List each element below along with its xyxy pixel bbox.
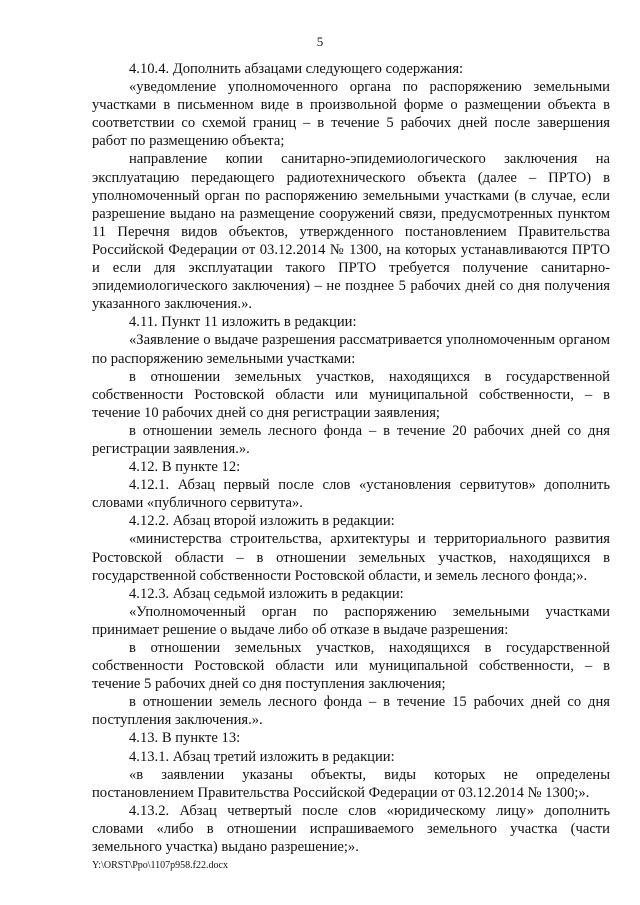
paragraph: 4.13.2. Абзац четвертый после слов «юридическому лицу» дополнить словами «либо в отношении испрашиваемого земельного участка (части земельного участка) выдано разрешение;». — [92, 802, 610, 856]
paragraph: «Заявление о выдаче разрешения рассматривается уполномоченным органом по распоряжению земельными участками: — [92, 332, 610, 367]
page-number: 5 — [316, 34, 324, 49]
paragraph: 4.12.3. Абзац седьмой изложить в редакции: — [129, 585, 404, 602]
paragraph: «в заявлении указаны объекты, виды которых не определены постановлением Правительства Российской Федерации от 03.12.2014 № 1300;». — [92, 766, 610, 801]
paragraph: в отношении земельных участков, находящихся в государственной собственности Ростовской области или муниципальной собственности, – в течение 5 рабочих дней со дня поступления заключения; — [92, 640, 610, 693]
paragraph: в отношении земель лесного фонда – в течение 15 рабочих дней со дня поступления заключения.». — [92, 694, 610, 729]
paragraph: «Уполномоченный орган по распоряжению земельными участками принимает решение о выдаче либо об отказе в выдаче разрешения: — [92, 603, 610, 638]
paragraph: направление копии санитарно-эпидемиологического заключения на эксплуатацию передающего радиотехнического объекта (далее – ПРТО) в уполномоченный орган по распоряжению земельными участками (в случае, если разрешение выдано на размещение сооружений связи, предусмотренных пунктом 11 Перечня видов объектов, утвержденного постановлением Правительства Российской Федерации от 03.12.2014 № 1300, на которых устанавливаются ПРТО и если для эксплуатации такого ПРТО требуется получение санитарно-эпидемиологического заключения) – не позднее 5 рабочих дней со дня получения указанного заключения.». — [92, 151, 610, 313]
paragraph: 4.12.1. Абзац первый после слов «установления сервитутов» дополнить словами «публичного сервитута». — [92, 477, 610, 512]
paragraph: 4.12. В пункте 12: — [129, 459, 241, 476]
paragraph: в отношении земель лесного фонда – в течение 20 рабочих дней со дня регистрации заявления.». — [92, 422, 610, 457]
paragraph: 4.13.1. Абзац третий изложить в редакции: — [129, 748, 395, 765]
file-path-footer: Y:\ORST\Ppo\1107p958.f22.docx — [92, 860, 228, 871]
paragraph: 4.13. В пункте 13: — [129, 730, 241, 747]
paragraph: «уведомление уполномоченного органа по распоряжению земельными участками в письменном виде в произвольной форме о размещении объекта в соответствии со схемой границ – в течение 5 рабочих дней после завершения работ по размещению объекта; — [92, 79, 610, 150]
paragraph: в отношении земельных участков, находящихся в государственной собственности Ростовской области или муниципальной собственности, – в течение 10 рабочих дней со дня регистрации заявления; — [92, 368, 610, 421]
paragraph: 4.11. Пункт 11 изложить в редакции: — [129, 314, 357, 331]
paragraph: «министерства строительства, архитектуры и территориального развития Ростовской области – в отношении земельных участков, находящихся в государственной собственности Ростовской области, и земель лесного фонда;». — [92, 531, 610, 584]
document-body — [92, 60, 610, 856]
paragraph: 4.10.4. Дополнить абзацами следующего содержания: — [129, 61, 464, 77]
paragraph: 4.12.2. Абзац второй изложить в редакции: — [129, 513, 395, 530]
